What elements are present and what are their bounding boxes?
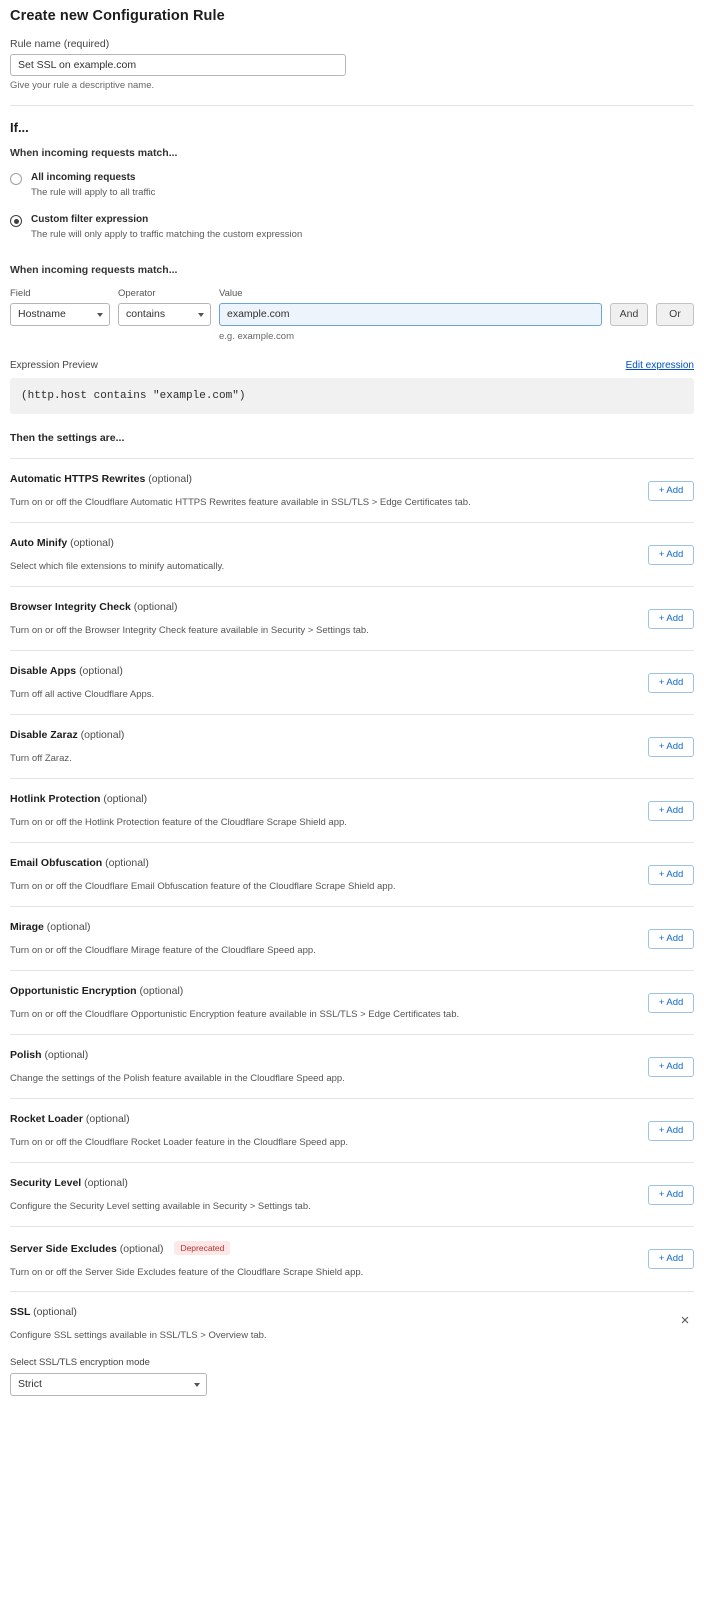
add-setting-button[interactable]: + Add: [648, 609, 694, 629]
setting-optional-text: (optional): [46, 920, 91, 933]
radio-all-incoming-requests[interactable]: [10, 171, 694, 199]
setting-optional-text: (optional): [139, 984, 184, 997]
radio-custom-filter-expression-desc: The rule will only apply to traffic matching the custom expression: [31, 228, 303, 240]
chevron-down-icon: [198, 313, 204, 317]
field-label: Field: [10, 287, 31, 299]
setting-optional-text: (optional): [44, 1048, 89, 1061]
operator-select[interactable]: [118, 303, 211, 326]
setting-title-text: Disable Zaraz: [10, 728, 78, 741]
add-setting-button[interactable]: + Add: [648, 993, 694, 1013]
setting-title: [10, 793, 694, 805]
setting-title-text: Mirage: [10, 920, 44, 933]
value-help: e.g. example.com: [219, 330, 294, 342]
setting-title: [10, 537, 694, 549]
setting-title-text: Automatic HTTPS Rewrites: [10, 472, 146, 485]
add-setting-button[interactable]: + Add: [648, 1057, 694, 1077]
add-setting-button[interactable]: + Add: [648, 737, 694, 757]
setting-description: Configure the Security Level setting available in Security > Settings tab.: [10, 1200, 311, 1212]
operator-label: Operator: [118, 287, 156, 299]
setting-optional-text: (optional): [80, 728, 125, 741]
or-button[interactable]: Or: [656, 303, 694, 326]
chevron-down-icon: [97, 313, 103, 317]
edit-expression-link[interactable]: Edit expression: [625, 359, 694, 371]
setting-row: [10, 586, 694, 650]
setting-description: Turn on or off the Browser Integrity Check feature available in Security > Settings tab.: [10, 624, 369, 636]
add-setting-button[interactable]: + Add: [648, 673, 694, 693]
setting-row: [10, 778, 694, 842]
setting-description: Change the settings of the Polish feature available in the Cloudflare Speed app.: [10, 1072, 345, 1084]
filter-heading: When incoming requests match...: [10, 263, 178, 276]
setting-title-text: Browser Integrity Check: [10, 600, 131, 613]
expression-preview-header: [10, 360, 694, 371]
setting-description: Turn on or off the Cloudflare Mirage feature of the Cloudflare Speed app.: [10, 944, 316, 956]
page-title: Create new Configuration Rule: [10, 8, 225, 24]
setting-title: [10, 985, 694, 997]
setting-title: [10, 1241, 694, 1255]
setting-description: Turn on or off the Hotlink Protection feature of the Cloudflare Scrape Shield app.: [10, 816, 347, 828]
setting-description: Turn on or off the Cloudflare Opportunistic Encryption feature available in SSL/TLS > Edge Certificates tab.: [10, 1008, 460, 1020]
add-setting-button[interactable]: + Add: [648, 545, 694, 565]
add-setting-button[interactable]: + Add: [648, 481, 694, 501]
setting-title: [10, 921, 694, 933]
setting-row-ssl: [10, 1291, 694, 1426]
setting-optional-text: (optional): [103, 792, 148, 805]
setting-title: [10, 1113, 694, 1125]
then-settings-heading: Then the settings are...: [10, 431, 125, 444]
operator-column: [118, 288, 211, 326]
setting-title: [10, 729, 694, 741]
setting-description: Configure SSL settings available in SSL/TLS > Overview tab.: [10, 1329, 267, 1341]
setting-title-text: Hotlink Protection: [10, 792, 101, 805]
divider-top: [10, 105, 694, 106]
setting-row: [10, 842, 694, 906]
setting-row: [10, 522, 694, 586]
radio-custom-filter-expression-title: Custom filter expression: [31, 214, 149, 226]
if-section-subheading: When incoming requests match...: [10, 147, 178, 159]
setting-title-text: Auto Minify: [10, 536, 68, 549]
setting-title-text: Polish: [10, 1048, 42, 1061]
field-select-value: Hostname: [18, 307, 66, 320]
setting-title-text: Email Obfuscation: [10, 856, 103, 869]
setting-optional-text: (optional): [33, 1305, 77, 1318]
setting-row: [10, 714, 694, 778]
ssl-select-label: Select SSL/TLS encryption mode: [10, 1356, 150, 1368]
setting-row: [10, 970, 694, 1034]
setting-optional-text: (optional): [119, 1242, 164, 1255]
chevron-down-icon: [194, 1383, 200, 1387]
setting-description: Turn off all active Cloudflare Apps.: [10, 688, 155, 700]
radio-icon-unchecked[interactable]: [10, 173, 22, 185]
setting-optional-text: (optional): [84, 1176, 128, 1189]
setting-row: [10, 1034, 694, 1098]
add-setting-button[interactable]: + Add: [648, 1185, 694, 1205]
operator-select-value: contains: [126, 307, 166, 320]
expression-preview-label: Expression Preview: [10, 359, 98, 371]
status-badge: Deprecated: [174, 1241, 230, 1255]
setting-title-text: Disable Apps: [10, 664, 77, 677]
rule-name-input[interactable]: [10, 54, 346, 76]
ssl-encryption-mode-value: Strict: [18, 1377, 42, 1390]
setting-title: [10, 857, 694, 869]
add-setting-button[interactable]: + Add: [648, 1121, 694, 1141]
filter-builder-row: [10, 288, 694, 342]
setting-title-text: SSL: [10, 1305, 31, 1318]
field-column: [10, 288, 110, 326]
setting-description: Turn on or off the Server Side Excludes feature of the Cloudflare Scrape Shield app.: [10, 1266, 364, 1278]
add-setting-button[interactable]: + Add: [648, 801, 694, 821]
setting-row: [10, 650, 694, 714]
ssl-encryption-mode-select[interactable]: [10, 1373, 207, 1396]
value-column: [219, 288, 602, 342]
setting-description: Turn on or off the Cloudflare Email Obfuscation feature of the Cloudflare Scrape Shield app.: [10, 880, 396, 892]
add-setting-button[interactable]: + Add: [648, 865, 694, 885]
rule-name-label: Rule name (required): [10, 38, 110, 50]
value-label: Value: [219, 287, 243, 299]
radio-icon-checked[interactable]: [10, 215, 22, 227]
configuration-rule-form: [0, 8, 704, 1426]
add-setting-button[interactable]: + Add: [648, 1249, 694, 1269]
setting-optional-text: (optional): [79, 664, 123, 677]
setting-description: Turn on or off the Cloudflare Automatic HTTPS Rewrites feature available in SSL/TLS > Edge Certificates tab.: [10, 496, 471, 508]
and-button[interactable]: And: [610, 303, 648, 326]
setting-optional-text: (optional): [105, 856, 149, 869]
setting-row: [10, 458, 694, 522]
rule-name-help: Give your rule a descriptive name.: [10, 80, 155, 91]
setting-title: [10, 601, 694, 613]
setting-optional-text: (optional): [133, 600, 178, 613]
field-select[interactable]: [10, 303, 110, 326]
value-input[interactable]: [219, 303, 602, 326]
setting-description: Select which file extensions to minify automatically.: [10, 560, 225, 572]
setting-title-text: Rocket Loader: [10, 1112, 83, 1125]
and-or-buttons: [610, 288, 648, 326]
setting-title-text: Security Level: [10, 1176, 82, 1189]
setting-row: [10, 1226, 694, 1291]
setting-title-text: Opportunistic Encryption: [10, 984, 137, 997]
rule-name-group: [10, 38, 694, 91]
setting-description: Turn off Zaraz.: [10, 752, 72, 764]
radio-custom-filter-expression[interactable]: [10, 213, 694, 241]
setting-title: [10, 473, 694, 485]
setting-title-text: Server Side Excludes: [10, 1242, 117, 1255]
setting-optional-text: (optional): [70, 536, 114, 549]
expression-preview-box: (http.host contains "example.com"): [10, 378, 694, 414]
setting-row: [10, 1162, 694, 1226]
if-section-heading: If...: [10, 120, 29, 135]
setting-row: [10, 1098, 694, 1162]
setting-optional-text: (optional): [148, 472, 193, 485]
add-setting-button[interactable]: + Add: [648, 929, 694, 949]
setting-description: Turn on or off the Cloudflare Rocket Loader feature in the Cloudflare Speed app.: [10, 1136, 348, 1148]
setting-title: [10, 665, 694, 677]
setting-title: [10, 1049, 694, 1061]
close-icon[interactable]: ×: [680, 1311, 690, 1329]
radio-all-incoming-requests-title: All incoming requests: [31, 172, 136, 183]
radio-all-incoming-requests-desc: The rule will apply to all traffic: [31, 186, 156, 198]
setting-row: [10, 906, 694, 970]
setting-optional-text: (optional): [85, 1112, 130, 1125]
setting-title: [10, 1306, 694, 1318]
setting-title: [10, 1177, 694, 1189]
